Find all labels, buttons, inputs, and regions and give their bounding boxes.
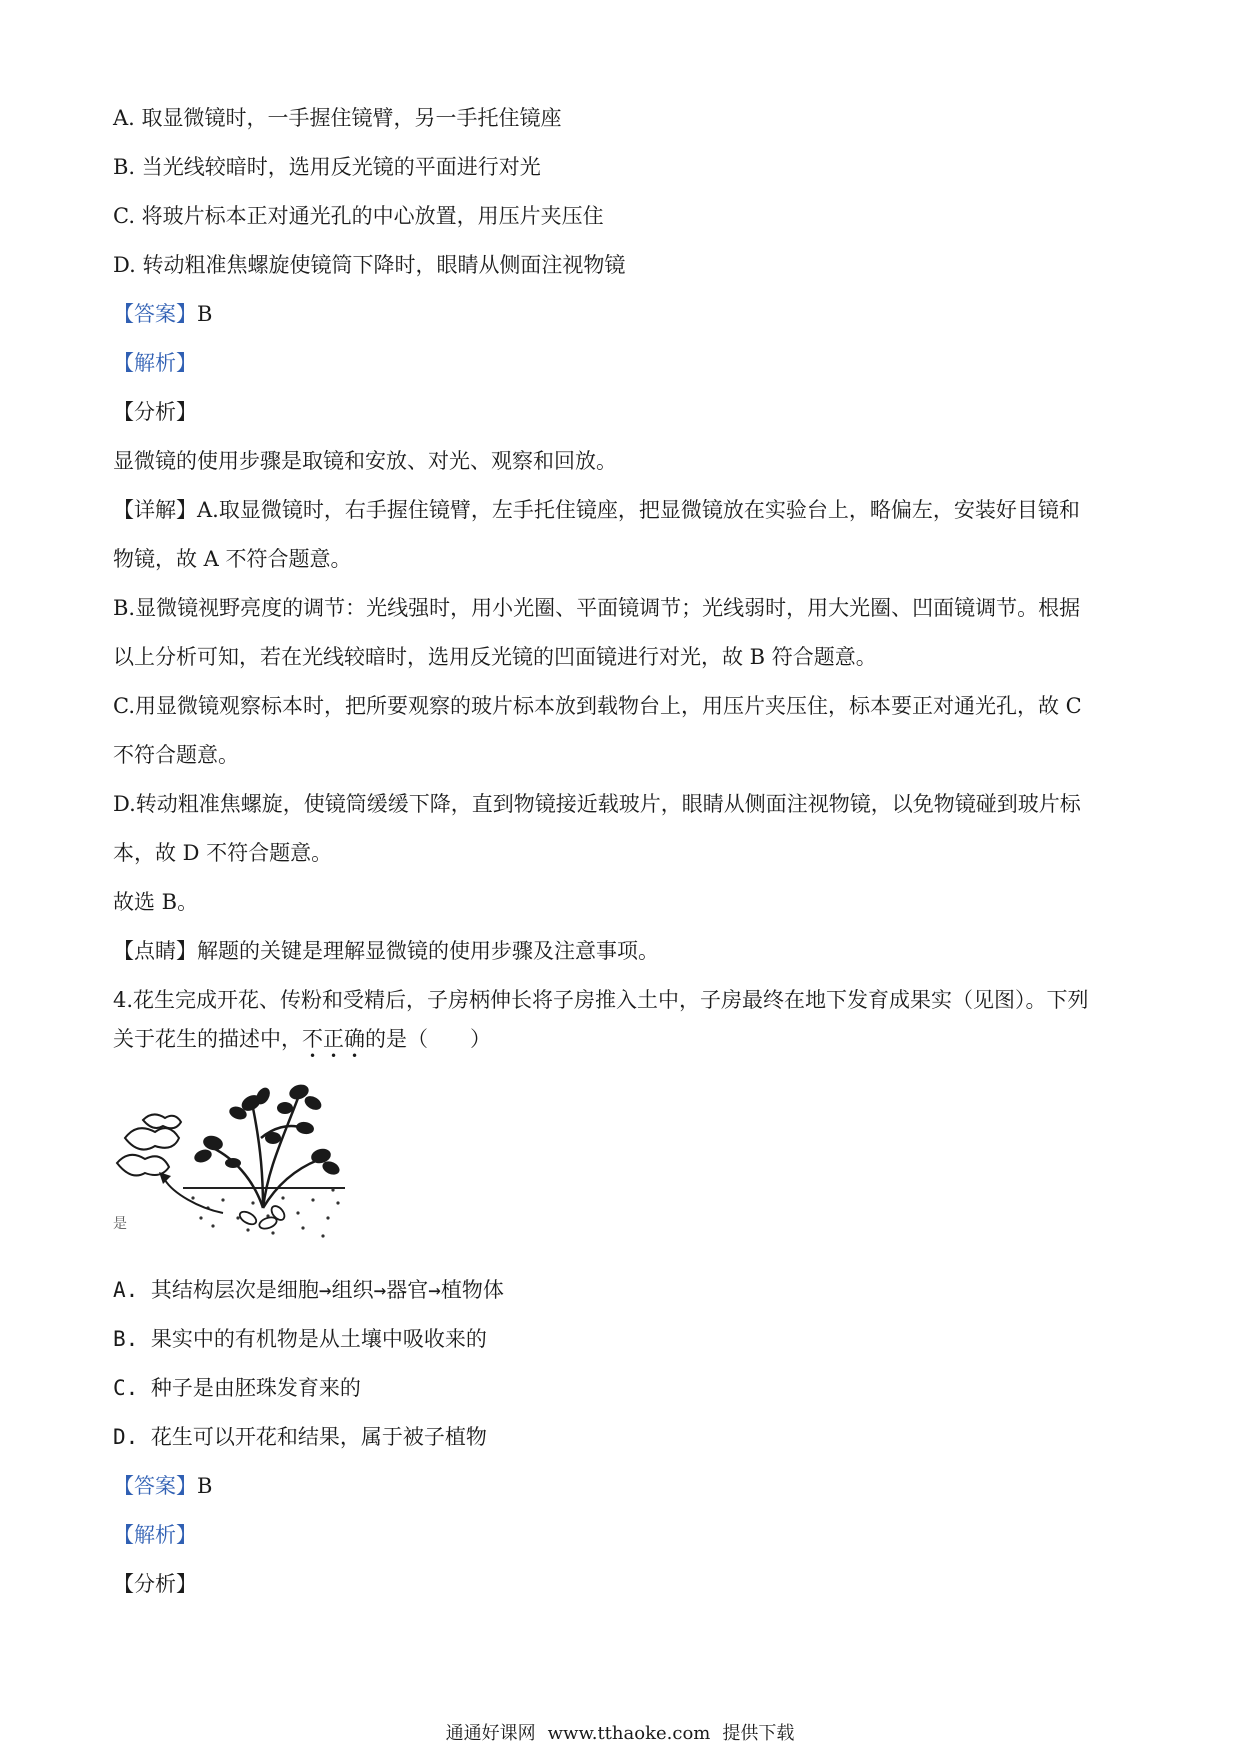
q3-detail-line-6: 不符合题意。	[113, 743, 239, 767]
q3-answer	[113, 299, 212, 329]
q3-detail-line-2: 物镜，故 A 不符合题意。	[113, 547, 352, 571]
answer-value: B	[197, 302, 213, 326]
q3-detail-line-3: B.显微镜视野亮度的调节：光线强时，用小光圈、平面镜调节；光线弱时，用大光圈、凹面镜调节。根据	[113, 596, 1081, 620]
q4-option-a: A. 其结构层次是细胞→组织→器官→植物体	[113, 1278, 504, 1302]
emphasis-char: 正 •	[323, 1027, 344, 1063]
answer-label: 【答案】	[113, 302, 197, 326]
q3-option-c: C. 将玻片标本正对通光孔的中心放置，用压片夹压住	[113, 204, 604, 228]
answer-value: B	[197, 1474, 213, 1498]
q4-stem-line-1: 4.花生完成开花、传粉和受精后，子房柄伸长将子房推入土中，子房最终在地下发育成果实（见图）。下列	[113, 988, 1089, 1012]
stem-text-end: 的是（ ）	[365, 1027, 491, 1051]
q3-option-b: B. 当光线较暗时，选用反光镜的平面进行对光	[113, 155, 541, 179]
emphasis-char: 确 •	[344, 1027, 365, 1063]
dianjing-label: 【点睛】	[113, 939, 197, 963]
q3-option-a: A. 取显微镜时，一手握住镜臂，另一手托住镜座	[113, 106, 562, 130]
page-footer	[0, 1722, 1240, 1746]
footer-site-name: 通通好课网	[445, 1723, 536, 1744]
q4-answer	[113, 1471, 212, 1501]
q4-stem-line-2	[113, 1024, 491, 1063]
footer-note: 提供下载	[722, 1723, 795, 1744]
q4-option-c: C. 种子是由胚珠发育来的	[113, 1376, 361, 1400]
dianjing-text: 解题的关键是理解显微镜的使用步骤及注意事项。	[197, 939, 659, 963]
detail-label: 【详解】	[113, 498, 197, 522]
q3-fenxi-text: 显微镜的使用步骤是取镜和安放、对光、观察和回放。	[113, 449, 617, 473]
q4-analysis-label: 【解析】	[113, 1523, 197, 1547]
peanut-plant-illustration	[113, 1068, 345, 1253]
q3-detail-line-8: 本，故 D 不符合题意。	[113, 841, 333, 865]
q4-option-b: B. 果实中的有机物是从土壤中吸收来的	[113, 1327, 487, 1351]
stem-text: 关于花生的描述中，	[113, 1027, 302, 1051]
detail-text: A.取显微镜时，右手握住镜臂，左手托住镜座，把显微镜放在实验台上，略偏左，安装好目镜和	[197, 498, 1080, 522]
q3-option-d: D. 转动粗准焦螺旋使镜筒下降时，眼睛从侧面注视物镜	[113, 253, 626, 277]
q3-detail-line-1	[113, 495, 1080, 525]
figure-edge-text: 是	[113, 1216, 127, 1232]
q3-detail-line-4: 以上分析可知，若在光线较暗时，选用反光镜的凹面镜进行对光，故 B 符合题意。	[113, 645, 877, 669]
answer-label: 【答案】	[113, 1474, 197, 1498]
q3-detail-line-5: C.用显微镜观察标本时，把所要观察的玻片标本放到载物台上，用压片夹压住，标本要正对通光孔，故 C	[113, 694, 1082, 718]
q3-analysis-label: 【解析】	[113, 351, 197, 375]
footer-site-url[interactable]: www.tthaoke.com	[547, 1723, 711, 1744]
emphasis-char: 不 •	[302, 1027, 323, 1063]
q3-detail-line-7: D.转动粗准焦螺旋，使镜筒缓缓下降，直到物镜接近载玻片，眼睛从侧面注视物镜，以免物镜碰到玻片标	[113, 792, 1081, 816]
q4-fenxi-label: 【分析】	[113, 1572, 197, 1596]
q3-dianjing	[113, 936, 659, 966]
q3-fenxi-label: 【分析】	[113, 400, 197, 424]
q3-conclusion: 故选 B。	[113, 890, 199, 914]
q4-option-d: D. 花生可以开花和结果，属于被子植物	[113, 1425, 487, 1449]
peanut-plant-figure	[113, 1068, 345, 1253]
